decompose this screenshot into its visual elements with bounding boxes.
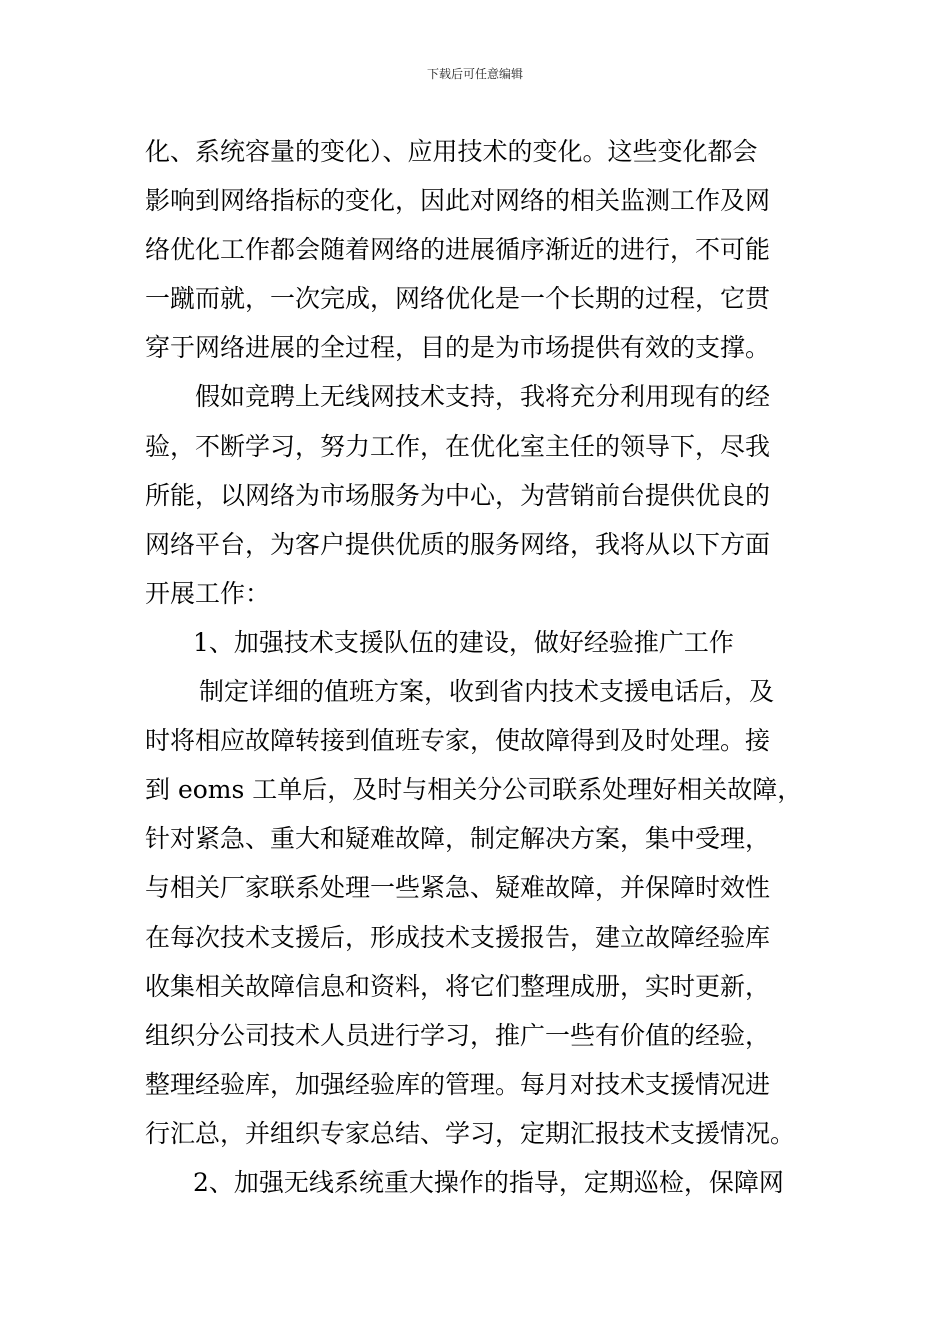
paragraph-line: 整理经验库，加强经验库的管理。每月对技术支援情况进 <box>145 1069 771 1099</box>
paragraph-line: 到 eoms 工单后，及时与相关分公司联系处理好相关故障， <box>145 775 803 805</box>
page-header: 下载后可任意编辑 <box>426 67 523 81</box>
paragraph-line: 制定详细的值班方案，收到省内技术支援电话后，及 <box>199 677 775 707</box>
paragraph-line: 一蹴而就，一次完成，网络优化是一个长期的过程，它贯 <box>145 284 771 314</box>
paragraph-line: 组织分公司技术人员进行学习，推广一些有价值的经验， <box>145 1020 771 1050</box>
paragraph-line: 网络平台，为客户提供优质的服务网络，我将从以下方面 <box>145 529 771 559</box>
section-heading: 1、加强技术支援队伍的建设，做好经验推广工作 <box>193 627 734 657</box>
paragraph-line: 假如竞聘上无线网技术支持，我将充分利用现有的经 <box>195 382 771 412</box>
paragraph-line: 穿于网络进展的全过程，目的是为市场提供有效的支撑。 <box>145 333 771 363</box>
section-heading: 2、加强无线系统重大操作的指导，定期巡检，保障网 <box>193 1167 784 1197</box>
paragraph-line: 在每次技术支援后，形成技术支援报告，建立故障经验库 <box>145 922 771 952</box>
paragraph-line: 与相关厂家联系处理一些紧急、疑难故障，并保障时效性 <box>145 873 771 903</box>
paragraph-line: 收集相关故障信息和资料，将它们整理成册，实时更新， <box>145 971 771 1001</box>
document-body <box>145 127 810 1207</box>
paragraph-line: 所能，以网络为市场服务为中心，为营销前台提供优良的 <box>145 480 771 510</box>
paragraph-line: 化、系统容量的变化）、应用技术的变化。这些变化都会 <box>145 137 758 166</box>
paragraph-line: 时将相应故障转接到值班专家，使故障得到及时处理。接 <box>145 726 771 756</box>
paragraph-line: 针对紧急、重大和疑难故障，制定解决方案，集中受理， <box>145 824 771 854</box>
paragraph-line: 络优化工作都会随着网络的进展循序渐近的进行，不可能 <box>145 235 771 265</box>
paragraph-line: 开展工作： <box>145 578 271 608</box>
paragraph-line: 验，不断学习，努力工作，在优化室主任的领导下，尽我 <box>145 431 771 461</box>
paragraph-line: 行汇总，并组织专家总结、学习，定期汇报技术支援情况。 <box>145 1118 796 1148</box>
paragraph-line: 影响到网络指标的变化，因此对网络的相关监测工作及网 <box>145 186 771 216</box>
